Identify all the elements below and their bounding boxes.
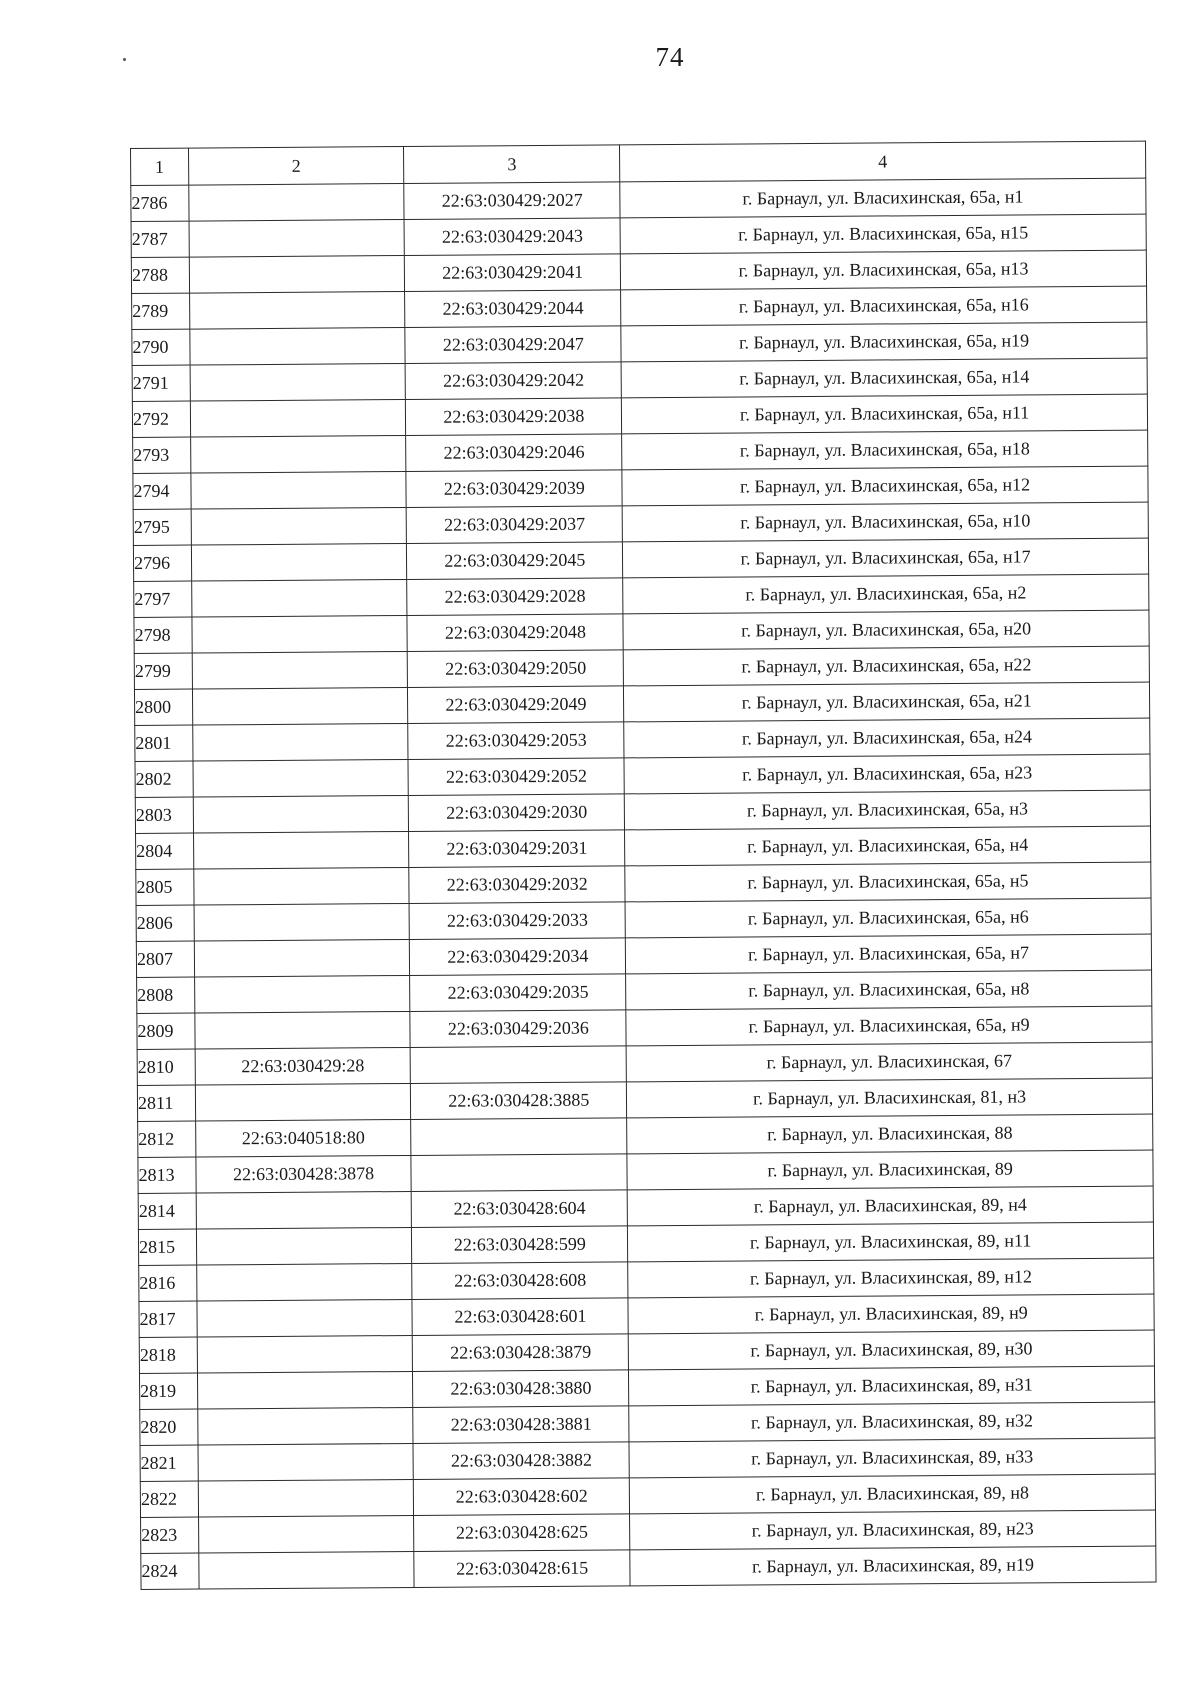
row-number-cell: 2800: [134, 689, 192, 725]
row-number-cell: 2791: [132, 365, 190, 401]
row-number-cell: 2816: [139, 1265, 197, 1301]
land-plot-number-cell: 22:63:030428:3878: [196, 1155, 412, 1193]
row-number-cell: 2805: [136, 869, 194, 905]
address-cell: г. Барнаул, ул. Власихинская, 65а, н3: [624, 790, 1150, 830]
object-number-cell: 22:63:030429:2028: [407, 578, 623, 616]
table-row: [141, 1546, 1156, 1589]
object-number-cell: 22:63:030429:2036: [410, 1010, 626, 1048]
address-cell: г. Барнаул, ул. Власихинская, 65а, н14: [621, 358, 1147, 398]
object-number-cell: 22:63:030429:2041: [405, 254, 621, 292]
row-number-cell: 2796: [133, 545, 191, 581]
land-plot-number-cell: [196, 1227, 412, 1265]
land-plot-number-cell: [196, 1263, 412, 1301]
land-plot-number-cell: [197, 1335, 413, 1373]
address-cell: г. Барнаул, ул. Власихинская, 65а, н7: [626, 934, 1152, 974]
object-number-cell: 22:63:030428:599: [412, 1226, 628, 1264]
address-cell: г. Барнаул, ул. Власихинская, 65а, н13: [621, 250, 1147, 290]
object-number-cell: 22:63:030429:2042: [406, 362, 622, 400]
row-number-cell: 2802: [135, 761, 193, 797]
address-cell: г. Барнаул, ул. Власихинская, 88: [627, 1114, 1153, 1154]
land-plot-number-cell: [195, 1083, 411, 1121]
row-number-cell: 2788: [131, 257, 189, 293]
land-plot-number-cell: [189, 255, 405, 293]
object-number-cell: 22:63:030429:2033: [410, 902, 626, 940]
address-cell: г. Барнаул, ул. Власихинская, 65а, н15: [620, 214, 1146, 254]
row-number-cell: 2823: [141, 1517, 199, 1553]
object-number-cell: 22:63:030429:2052: [408, 758, 624, 796]
object-number-cell: 22:63:030429:2038: [406, 398, 622, 436]
object-number-cell: 22:63:030429:2053: [408, 722, 624, 760]
land-plot-number-cell: [194, 903, 410, 941]
address-cell: г. Барнаул, ул. Власихинская, 65а, н11: [622, 394, 1148, 434]
row-number-cell: 2817: [139, 1301, 197, 1337]
row-number-cell: 2793: [133, 437, 191, 473]
object-number-cell: 22:63:030429:2047: [405, 326, 621, 364]
address-cell: г. Барнаул, ул. Власихинская, 65а, н1: [620, 178, 1146, 218]
land-plot-number-cell: [193, 795, 409, 833]
object-number-cell: 22:63:030428:604: [412, 1190, 628, 1228]
row-number-cell: 2794: [133, 473, 191, 509]
object-number-cell: 22:63:030429:2043: [405, 218, 621, 256]
row-number-cell: 2813: [138, 1157, 196, 1193]
header-col-2: 2: [188, 146, 404, 185]
land-plot-number-cell: [197, 1299, 413, 1337]
row-number-cell: 2818: [139, 1337, 197, 1373]
land-plot-number-cell: [192, 615, 408, 653]
address-cell: г. Барнаул, ул. Власихинская, 65а, н9: [626, 1006, 1152, 1046]
address-cell: г. Барнаул, ул. Власихинская, 65а, н19: [621, 322, 1147, 362]
object-number-cell: 22:63:030429:2039: [406, 470, 622, 508]
row-number-cell: 2801: [135, 725, 193, 761]
object-number-cell: 22:63:030429:2031: [409, 830, 625, 868]
address-cell: г. Барнаул, ул. Власихинская, 65а, н2: [623, 574, 1149, 614]
row-number-cell: 2819: [139, 1373, 197, 1409]
address-cell: г. Барнаул, ул. Власихинская, 89, н4: [627, 1186, 1153, 1226]
object-number-cell: 22:63:030429:2034: [410, 938, 626, 976]
land-plot-number-cell: [189, 219, 405, 257]
row-number-cell: 2808: [137, 977, 195, 1013]
row-number-cell: 2807: [136, 941, 194, 977]
land-plot-number-cell: [192, 687, 408, 725]
address-cell: г. Барнаул, ул. Власихинская, 65а, н8: [626, 970, 1152, 1010]
row-number-cell: 2806: [136, 905, 194, 941]
address-cell: г. Барнаул, ул. Власихинская, 89, н33: [629, 1438, 1155, 1478]
row-number-cell: 2797: [134, 581, 192, 617]
row-number-cell: 2820: [140, 1409, 198, 1445]
object-number-cell: 22:63:030428:608: [412, 1262, 628, 1300]
land-plot-number-cell: [194, 867, 410, 905]
object-number-cell: 22:63:030429:2048: [407, 614, 623, 652]
address-cell: г. Барнаул, ул. Власихинская, 65а, н18: [622, 430, 1148, 470]
row-number-cell: 2812: [138, 1121, 196, 1157]
address-cell: г. Барнаул, ул. Власихинская, 65а, н23: [624, 754, 1150, 794]
page-number: 74: [655, 42, 685, 72]
object-number-cell: [411, 1046, 627, 1084]
row-number-cell: 2795: [133, 509, 191, 545]
row-number-cell: 2787: [131, 221, 189, 257]
object-number-cell: 22:63:030429:2037: [407, 506, 623, 544]
land-plot-number-cell: [198, 1515, 414, 1553]
land-plot-number-cell: [191, 579, 407, 617]
land-plot-number-cell: [190, 327, 406, 365]
address-cell: г. Барнаул, ул. Власихинская, 65а, н10: [622, 502, 1148, 542]
land-plot-number-cell: [196, 1191, 412, 1229]
object-number-cell: 22:63:030429:2045: [407, 542, 623, 580]
land-plot-number-cell: [192, 723, 408, 761]
row-number-cell: 2792: [132, 401, 190, 437]
land-plot-number-cell: [190, 363, 406, 401]
object-number-cell: 22:63:030429:2027: [404, 182, 620, 220]
header-col-3: 3: [404, 145, 620, 184]
object-number-cell: 22:63:030429:2049: [408, 686, 624, 724]
row-number-cell: 2786: [131, 185, 189, 221]
row-number-cell: 2815: [138, 1229, 196, 1265]
land-plot-number-cell: [195, 1011, 411, 1049]
row-number-cell: 2803: [135, 797, 193, 833]
land-plot-number-cell: [197, 1407, 413, 1445]
row-number-cell: 2799: [134, 653, 192, 689]
address-cell: г. Барнаул, ул. Власихинская, 89, н8: [629, 1474, 1155, 1514]
address-cell: г. Барнаул, ул. Власихинская, 89, н11: [628, 1222, 1154, 1262]
header-col-1: 1: [131, 148, 189, 185]
land-plot-number-cell: [198, 1443, 414, 1481]
object-number-cell: 22:63:030429:2030: [409, 794, 625, 832]
row-number-cell: 2809: [137, 1013, 195, 1049]
address-cell: г. Барнаул, ул. Власихинская, 65а, н5: [625, 862, 1151, 902]
address-cell: г. Барнаул, ул. Власихинская, 65а, н20: [623, 610, 1149, 650]
row-number-cell: 2790: [132, 329, 190, 365]
object-number-cell: 22:63:030428:3879: [413, 1334, 629, 1372]
object-number-cell: 22:63:030428:3881: [413, 1406, 629, 1444]
address-cell: г. Барнаул, ул. Власихинская, 65а, н12: [622, 466, 1148, 506]
land-plot-number-cell: [192, 651, 408, 689]
land-plot-number-cell: [190, 399, 406, 437]
object-number-cell: 22:63:030428:3880: [413, 1370, 629, 1408]
object-number-cell: 22:63:030428:3882: [413, 1442, 629, 1480]
address-cell: г. Барнаул, ул. Власихинская, 89, н19: [630, 1546, 1156, 1586]
address-cell: г. Барнаул, ул. Власихинская, 67: [626, 1042, 1152, 1082]
object-number-cell: 22:63:030429:2035: [410, 974, 626, 1012]
address-cell: г. Барнаул, ул. Власихинская, 89, н30: [628, 1330, 1154, 1370]
row-number-cell: 2789: [132, 293, 190, 329]
land-plot-number-cell: [189, 183, 405, 221]
land-plot-number-cell: [189, 291, 405, 329]
land-plot-number-cell: [191, 471, 407, 509]
object-number-cell: 22:63:030429:2050: [408, 650, 624, 688]
land-plot-number-cell: [193, 831, 409, 869]
land-plot-number-cell: [198, 1479, 414, 1517]
land-plot-number-cell: [193, 759, 409, 797]
row-number-cell: 2824: [141, 1553, 199, 1589]
land-plot-number-cell: [191, 543, 407, 581]
address-cell: г. Барнаул, ул. Власихинская, 65а, н17: [623, 538, 1149, 578]
land-plot-number-cell: [194, 939, 410, 977]
address-cell: г. Барнаул, ул. Власихинская, 89, н12: [628, 1258, 1154, 1298]
land-plot-number-cell: [194, 975, 410, 1013]
register-table: [130, 141, 1157, 1590]
object-number-cell: [411, 1154, 627, 1192]
object-number-cell: 22:63:030428:625: [414, 1514, 630, 1552]
object-number-cell: 22:63:030429:2032: [409, 866, 625, 904]
object-number-cell: 22:63:030428:602: [414, 1478, 630, 1516]
row-number-cell: 2811: [137, 1085, 195, 1121]
address-cell: г. Барнаул, ул. Власихинская, 81, н3: [627, 1078, 1153, 1118]
object-number-cell: 22:63:030428:3885: [411, 1082, 627, 1120]
address-cell: г. Барнаул, ул. Власихинская, 89, н31: [629, 1366, 1155, 1406]
object-number-cell: [411, 1118, 627, 1156]
object-number-cell: 22:63:030429:2046: [406, 434, 622, 472]
address-cell: г. Барнаул, ул. Власихинская, 89, н32: [629, 1402, 1155, 1442]
address-cell: г. Барнаул, ул. Власихинская, 65а, н16: [621, 286, 1147, 326]
object-number-cell: 22:63:030428:601: [412, 1298, 628, 1336]
row-number-cell: 2810: [137, 1049, 195, 1085]
address-cell: г. Барнаул, ул. Власихинская, 89, н23: [630, 1510, 1156, 1550]
address-cell: г. Барнаул, ул. Власихинская, 65а, н21: [624, 682, 1150, 722]
row-number-cell: 2822: [140, 1481, 198, 1517]
row-number-cell: 2804: [136, 833, 194, 869]
address-cell: г. Барнаул, ул. Власихинская, 65а, н24: [624, 718, 1150, 758]
land-plot-number-cell: [197, 1371, 413, 1409]
address-cell: г. Барнаул, ул. Власихинская, 65а, н4: [625, 826, 1151, 866]
land-plot-number-cell: [191, 507, 407, 545]
object-number-cell: 22:63:030428:615: [414, 1550, 630, 1588]
address-cell: г. Барнаул, ул. Власихинская, 89: [627, 1150, 1153, 1190]
row-number-cell: 2798: [134, 617, 192, 653]
table-body: [131, 178, 1156, 1589]
object-number-cell: 22:63:030429:2044: [405, 290, 621, 328]
address-cell: г. Барнаул, ул. Власихинская, 89, н9: [628, 1294, 1154, 1334]
address-cell: г. Барнаул, ул. Власихинская, 65а, н22: [623, 646, 1149, 686]
row-number-cell: 2821: [140, 1445, 198, 1481]
land-plot-number-cell: [190, 435, 406, 473]
land-plot-number-cell: 22:63:030429:28: [195, 1047, 411, 1085]
land-plot-number-cell: 22:63:040518:80: [195, 1119, 411, 1157]
address-cell: г. Барнаул, ул. Власихинская, 65а, н6: [625, 898, 1151, 938]
header-col-4: 4: [620, 141, 1146, 182]
land-plot-number-cell: [199, 1551, 415, 1589]
row-number-cell: 2814: [138, 1193, 196, 1229]
